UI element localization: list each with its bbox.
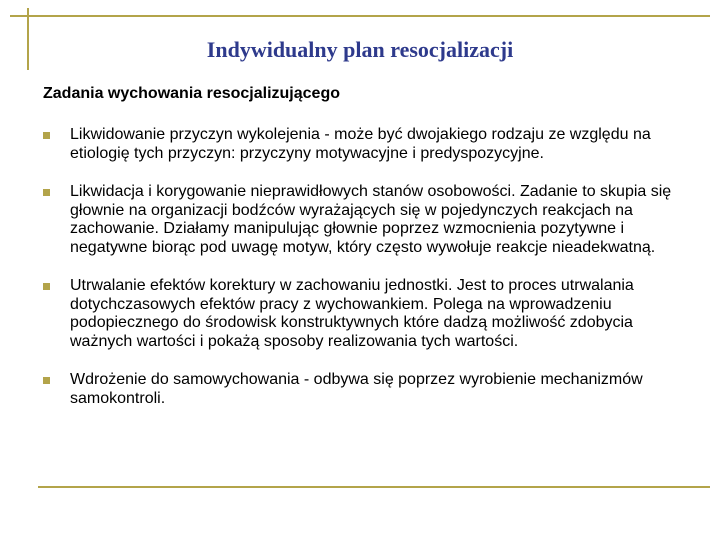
- bullet-item: [43, 183, 683, 257]
- bottom-decorative-rule: [38, 486, 710, 488]
- slide-title: Indywidualny plan resocjalizacji: [206, 37, 514, 62]
- bullet-item: [43, 371, 683, 408]
- bullet-list: [43, 126, 683, 408]
- slide-content: [43, 84, 683, 408]
- slide-subtitle: Zadania wychowania resocjalizującego: [43, 85, 340, 102]
- square-bullet-icon: [43, 189, 50, 196]
- bullet-item: [43, 277, 683, 351]
- square-bullet-icon: [43, 377, 50, 384]
- bullet-text: Wdrożenie do samowychowania - odbywa się poprzez wyrobienie mechanizmów samokontroli.: [70, 371, 643, 407]
- bullet-text: Utrwalanie efektów korektury w zachowaniu jednostki. Jest to proces utrwalania dotychczasowych efektów pracy z wychowankiem. Polega na wprowadzeniu podopiecznego do środowisk konstruktywnych które dadzą możliwość zdobycia ważnych wartości i pokażą sposoby realizowania tych wartości.: [70, 277, 634, 350]
- top-decorative-rule: [10, 15, 710, 17]
- bullet-text: Likwidacja i korygowanie nieprawidłowych stanów osobowości. Zadanie to skupia się głownie na organizacji bodźców wyrażających się w pojedynczych reakcjach na zachowanie. Działamy manipulując głownie poprzez wzmocnienia pozytywne i negatywne biorąc pod uwagę motyw, który często wywołuje reakcje nieadekwatną.: [70, 183, 672, 256]
- square-bullet-icon: [43, 132, 50, 139]
- bullet-text: Likwidowanie przyczyn wykolejenia - może być dwojakiego rodzaju ze względu na etiologię tych przyczyn: przyczyny motywacyjne i predyspozycyjne.: [70, 126, 651, 162]
- bullet-item: [43, 126, 683, 163]
- square-bullet-icon: [43, 283, 50, 290]
